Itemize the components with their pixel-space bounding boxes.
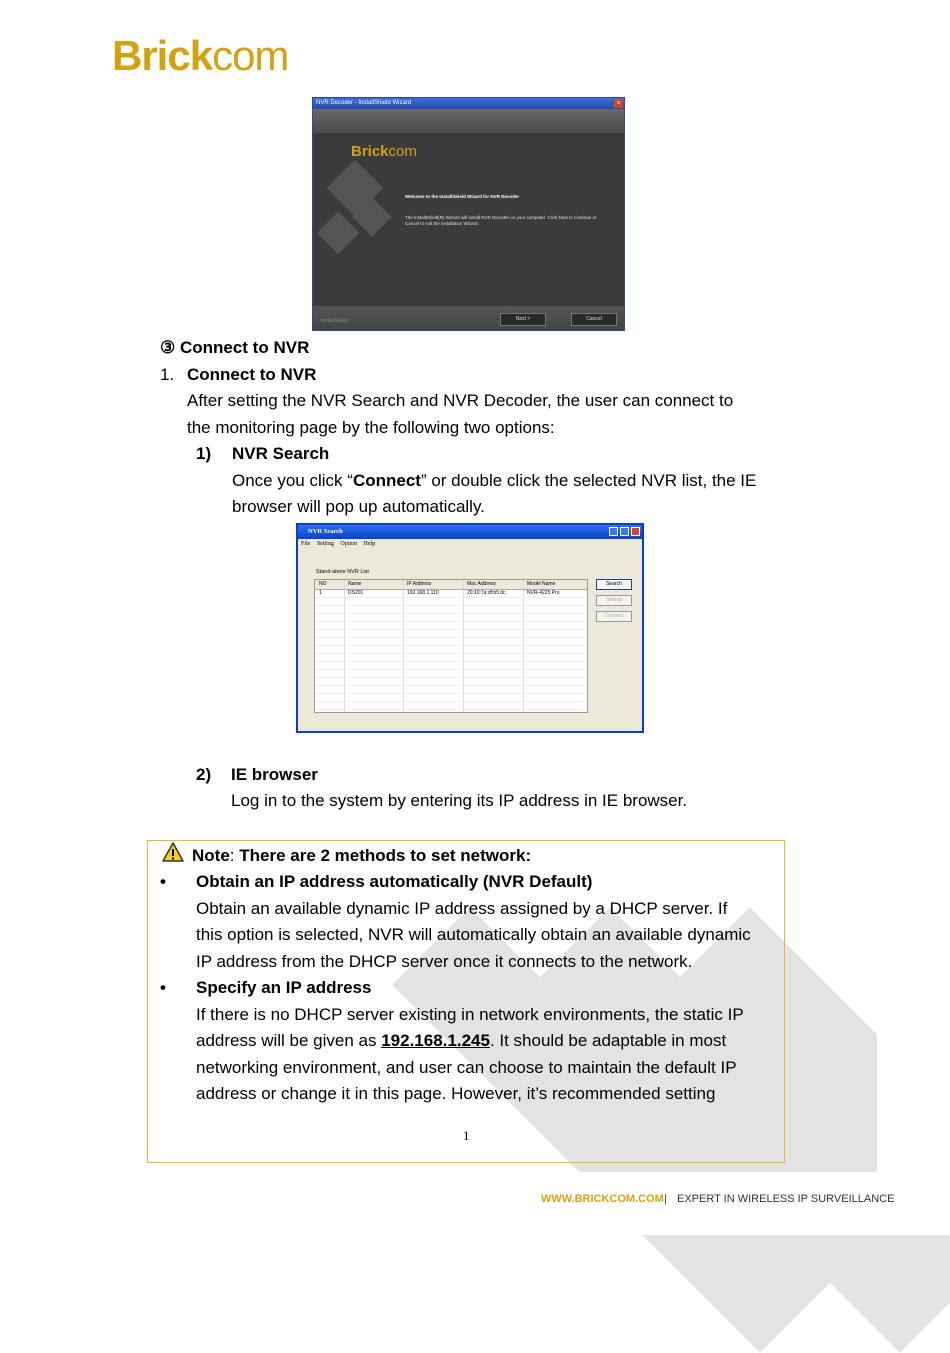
table-cell (524, 606, 587, 613)
menu-help: Help (363, 541, 376, 547)
table-cell (315, 678, 345, 685)
empty-table-row (315, 702, 587, 710)
footer-tagline: EXPERT IN WIRELESS IP SURVEILLANCE (677, 1193, 895, 1205)
empty-table-row (315, 654, 587, 662)
table-cell: NVR-4225 Pro (527, 590, 560, 596)
maximize-icon (620, 527, 629, 536)
table-cell (345, 622, 404, 629)
note-heading: Note: There are 2 methods to set network: (192, 846, 532, 865)
nvr-search-screenshot (296, 523, 644, 733)
wizard-welcome: Welcome to the InstallShield Wizard for NVR Decoder (405, 194, 520, 199)
table-cell (524, 638, 587, 645)
table-cell (464, 694, 524, 701)
table-cell (524, 646, 587, 653)
table-cell (464, 710, 524, 713)
table-cell (345, 638, 404, 645)
bullet2-line: address will be given as 192.168.1.245. It should be adaptable in most (196, 1031, 727, 1050)
table-cell (315, 694, 345, 701)
table-cell: DS201 (345, 590, 404, 597)
table-cell (524, 662, 587, 669)
table-cell (315, 606, 345, 613)
nvr-list-label: Stand-alone NVR List (316, 569, 369, 575)
wizard-footer (313, 306, 624, 330)
table-cell (464, 646, 524, 653)
option2-number: 2) (196, 765, 212, 784)
option1-title: NVR Search (232, 444, 330, 463)
table-cell (524, 702, 587, 709)
table-cell (464, 598, 524, 605)
column-header: Model Name (527, 581, 556, 587)
table-cell (315, 646, 345, 653)
table-cell (345, 646, 404, 653)
close-icon (631, 527, 640, 536)
bullet2-line: address or change it in this page. However, it’s recommended setting (196, 1084, 716, 1103)
table-cell (345, 694, 404, 701)
installshield-wizard-screenshot (312, 97, 625, 331)
table-cell (404, 662, 464, 669)
wizard-title: NVR Decoder - InstallShield Wizard (316, 100, 412, 106)
brickcom-logo: Brickcom (112, 32, 289, 79)
setting-button: Setting (596, 595, 632, 606)
empty-table-row (315, 622, 587, 630)
close-icon: × (614, 99, 623, 108)
wizard-brand: InstallShield (321, 318, 348, 324)
footer-separator: | (664, 1193, 667, 1205)
table-cell (345, 710, 404, 713)
warning-icon (162, 842, 184, 862)
table-cell (345, 654, 404, 661)
bullet2-line: networking environment, and user can choose to maintain the default IP (196, 1058, 737, 1077)
table-cell (524, 630, 587, 637)
search-button: Search (596, 579, 632, 590)
intro-line: the monitoring page by the following two options: (187, 418, 555, 437)
table-cell (464, 662, 524, 669)
table-cell (464, 686, 524, 693)
intro-line: After setting the NVR Search and NVR Decoder, the user can connect to (187, 391, 734, 410)
table-cell: 192.168.1.110 (404, 590, 464, 597)
table-cell: 20:10:7a:df:b5:dc (464, 590, 524, 597)
table-cell (404, 670, 464, 677)
table-cell (464, 702, 524, 709)
nvr-menu-bar (298, 539, 642, 549)
empty-table-row (315, 598, 587, 606)
table-cell (524, 686, 587, 693)
table-cell (404, 638, 464, 645)
table-cell (404, 606, 464, 613)
table-cell (404, 598, 464, 605)
table-cell (464, 630, 524, 637)
bullet1-title: Obtain an IP address automatically (NVR Default) (196, 872, 593, 891)
table-cell (315, 630, 345, 637)
section-heading: ③ Connect to NVR (160, 338, 310, 357)
empty-table-row (315, 670, 587, 678)
wizard-top-band (313, 109, 624, 133)
table-cell (464, 614, 524, 621)
table-cell (404, 654, 464, 661)
table-cell (315, 614, 345, 621)
column-header: Mac Address (464, 580, 524, 589)
table-cell (345, 670, 404, 677)
option1-line: Once you click “Connect” or double click the selected NVR list, the IE (232, 471, 757, 490)
table-cell (524, 598, 587, 605)
empty-table-row (315, 614, 587, 622)
table-cell (464, 678, 524, 685)
column-header: Name (345, 580, 404, 589)
table-cell (345, 686, 404, 693)
menu-setting: Setting (316, 541, 334, 547)
wizard-body: The InstallShield(R) Wizard will install NVR Decoder on your computer. Click Next to continue or Cancel to exit the installation Wizard. (405, 215, 597, 226)
bullet: • (160, 872, 166, 891)
next-button: Next > (500, 313, 546, 326)
item1-number: 1. (160, 365, 175, 384)
table-cell (345, 614, 404, 621)
table-header (315, 580, 587, 590)
table-cell (345, 702, 404, 709)
table-cell (315, 654, 345, 661)
nvr-title-bar (298, 525, 642, 539)
bullet2-line: If there is no DHCP server existing in network environments, the static IP (196, 1005, 744, 1024)
wizard-logo: Brickcom (351, 143, 417, 160)
bullet: • (160, 978, 166, 997)
table-cell (524, 710, 587, 713)
bullet2-title: Specify an IP address (196, 978, 372, 997)
table-cell (524, 654, 587, 661)
table-cell (404, 630, 464, 637)
menu-file: File (301, 541, 311, 547)
table-cell (524, 694, 587, 701)
table-cell (345, 662, 404, 669)
table-cell (345, 678, 404, 685)
table-row (315, 590, 587, 598)
table-cell (464, 622, 524, 629)
table-cell (404, 710, 464, 713)
table-cell (464, 670, 524, 677)
nvr-title: NVR Search (308, 528, 343, 535)
empty-table-row (315, 662, 587, 670)
option2-line: Log in to the system by entering its IP address in IE browser. (231, 791, 688, 810)
table-cell (345, 598, 404, 605)
cancel-button: Cancel (571, 313, 617, 326)
empty-table-row (315, 686, 587, 694)
option2-title: IE browser (231, 765, 318, 784)
column-header: NO (315, 580, 345, 589)
table-cell (404, 686, 464, 693)
empty-table-row (315, 694, 587, 702)
nvr-list-table (314, 579, 588, 713)
table-cell (315, 686, 345, 693)
default-ip: 192.168.1.245 (381, 1031, 490, 1050)
table-cell (404, 622, 464, 629)
table-cell (524, 670, 587, 677)
table-cell (404, 678, 464, 685)
empty-table-row (315, 646, 587, 654)
table-cell (404, 702, 464, 709)
table-cell (315, 662, 345, 669)
column-header: IP Address (404, 580, 464, 589)
table-cell (524, 678, 587, 685)
table-cell (315, 710, 345, 713)
table-cell (404, 646, 464, 653)
table-cell (345, 630, 404, 637)
bullet1-line: IP address from the DHCP server once it connects to the network. (196, 952, 693, 971)
connect-button: Connect (596, 611, 632, 622)
bullet1-line: Obtain an available dynamic IP address assigned by a DHCP server. If (196, 899, 728, 918)
watermark-mask (877, 0, 950, 1235)
footer-website: WWW.BRICKCOM.COM (541, 1193, 664, 1205)
table-cell: 1 (315, 590, 345, 597)
option1-number: 1) (196, 444, 212, 463)
table-cell (315, 598, 345, 605)
empty-table-row (315, 630, 587, 638)
table-cell (524, 614, 587, 621)
table-cell (315, 638, 345, 645)
option1-line: browser will pop up automatically. (232, 497, 485, 516)
table-cell (315, 670, 345, 677)
table-cell (315, 622, 345, 629)
page-number: 1 (463, 1128, 470, 1143)
item1-title: Connect to NVR (187, 365, 317, 384)
wizard-title-bar (313, 98, 624, 109)
table-cell (404, 694, 464, 701)
minimize-icon (609, 527, 618, 536)
empty-table-row (315, 638, 587, 646)
menu-option: Option (340, 541, 358, 547)
table-cell (464, 606, 524, 613)
table-cell (404, 614, 464, 621)
empty-table-row (315, 710, 587, 713)
empty-table-row (315, 606, 587, 614)
table-cell (345, 606, 404, 613)
table-cell (464, 638, 524, 645)
table-cell (315, 702, 345, 709)
table-cell (524, 622, 587, 629)
bullet1-line: this option is selected, NVR will automatically obtain an available dynamic (196, 925, 751, 944)
table-cell (464, 654, 524, 661)
empty-table-row (315, 678, 587, 686)
